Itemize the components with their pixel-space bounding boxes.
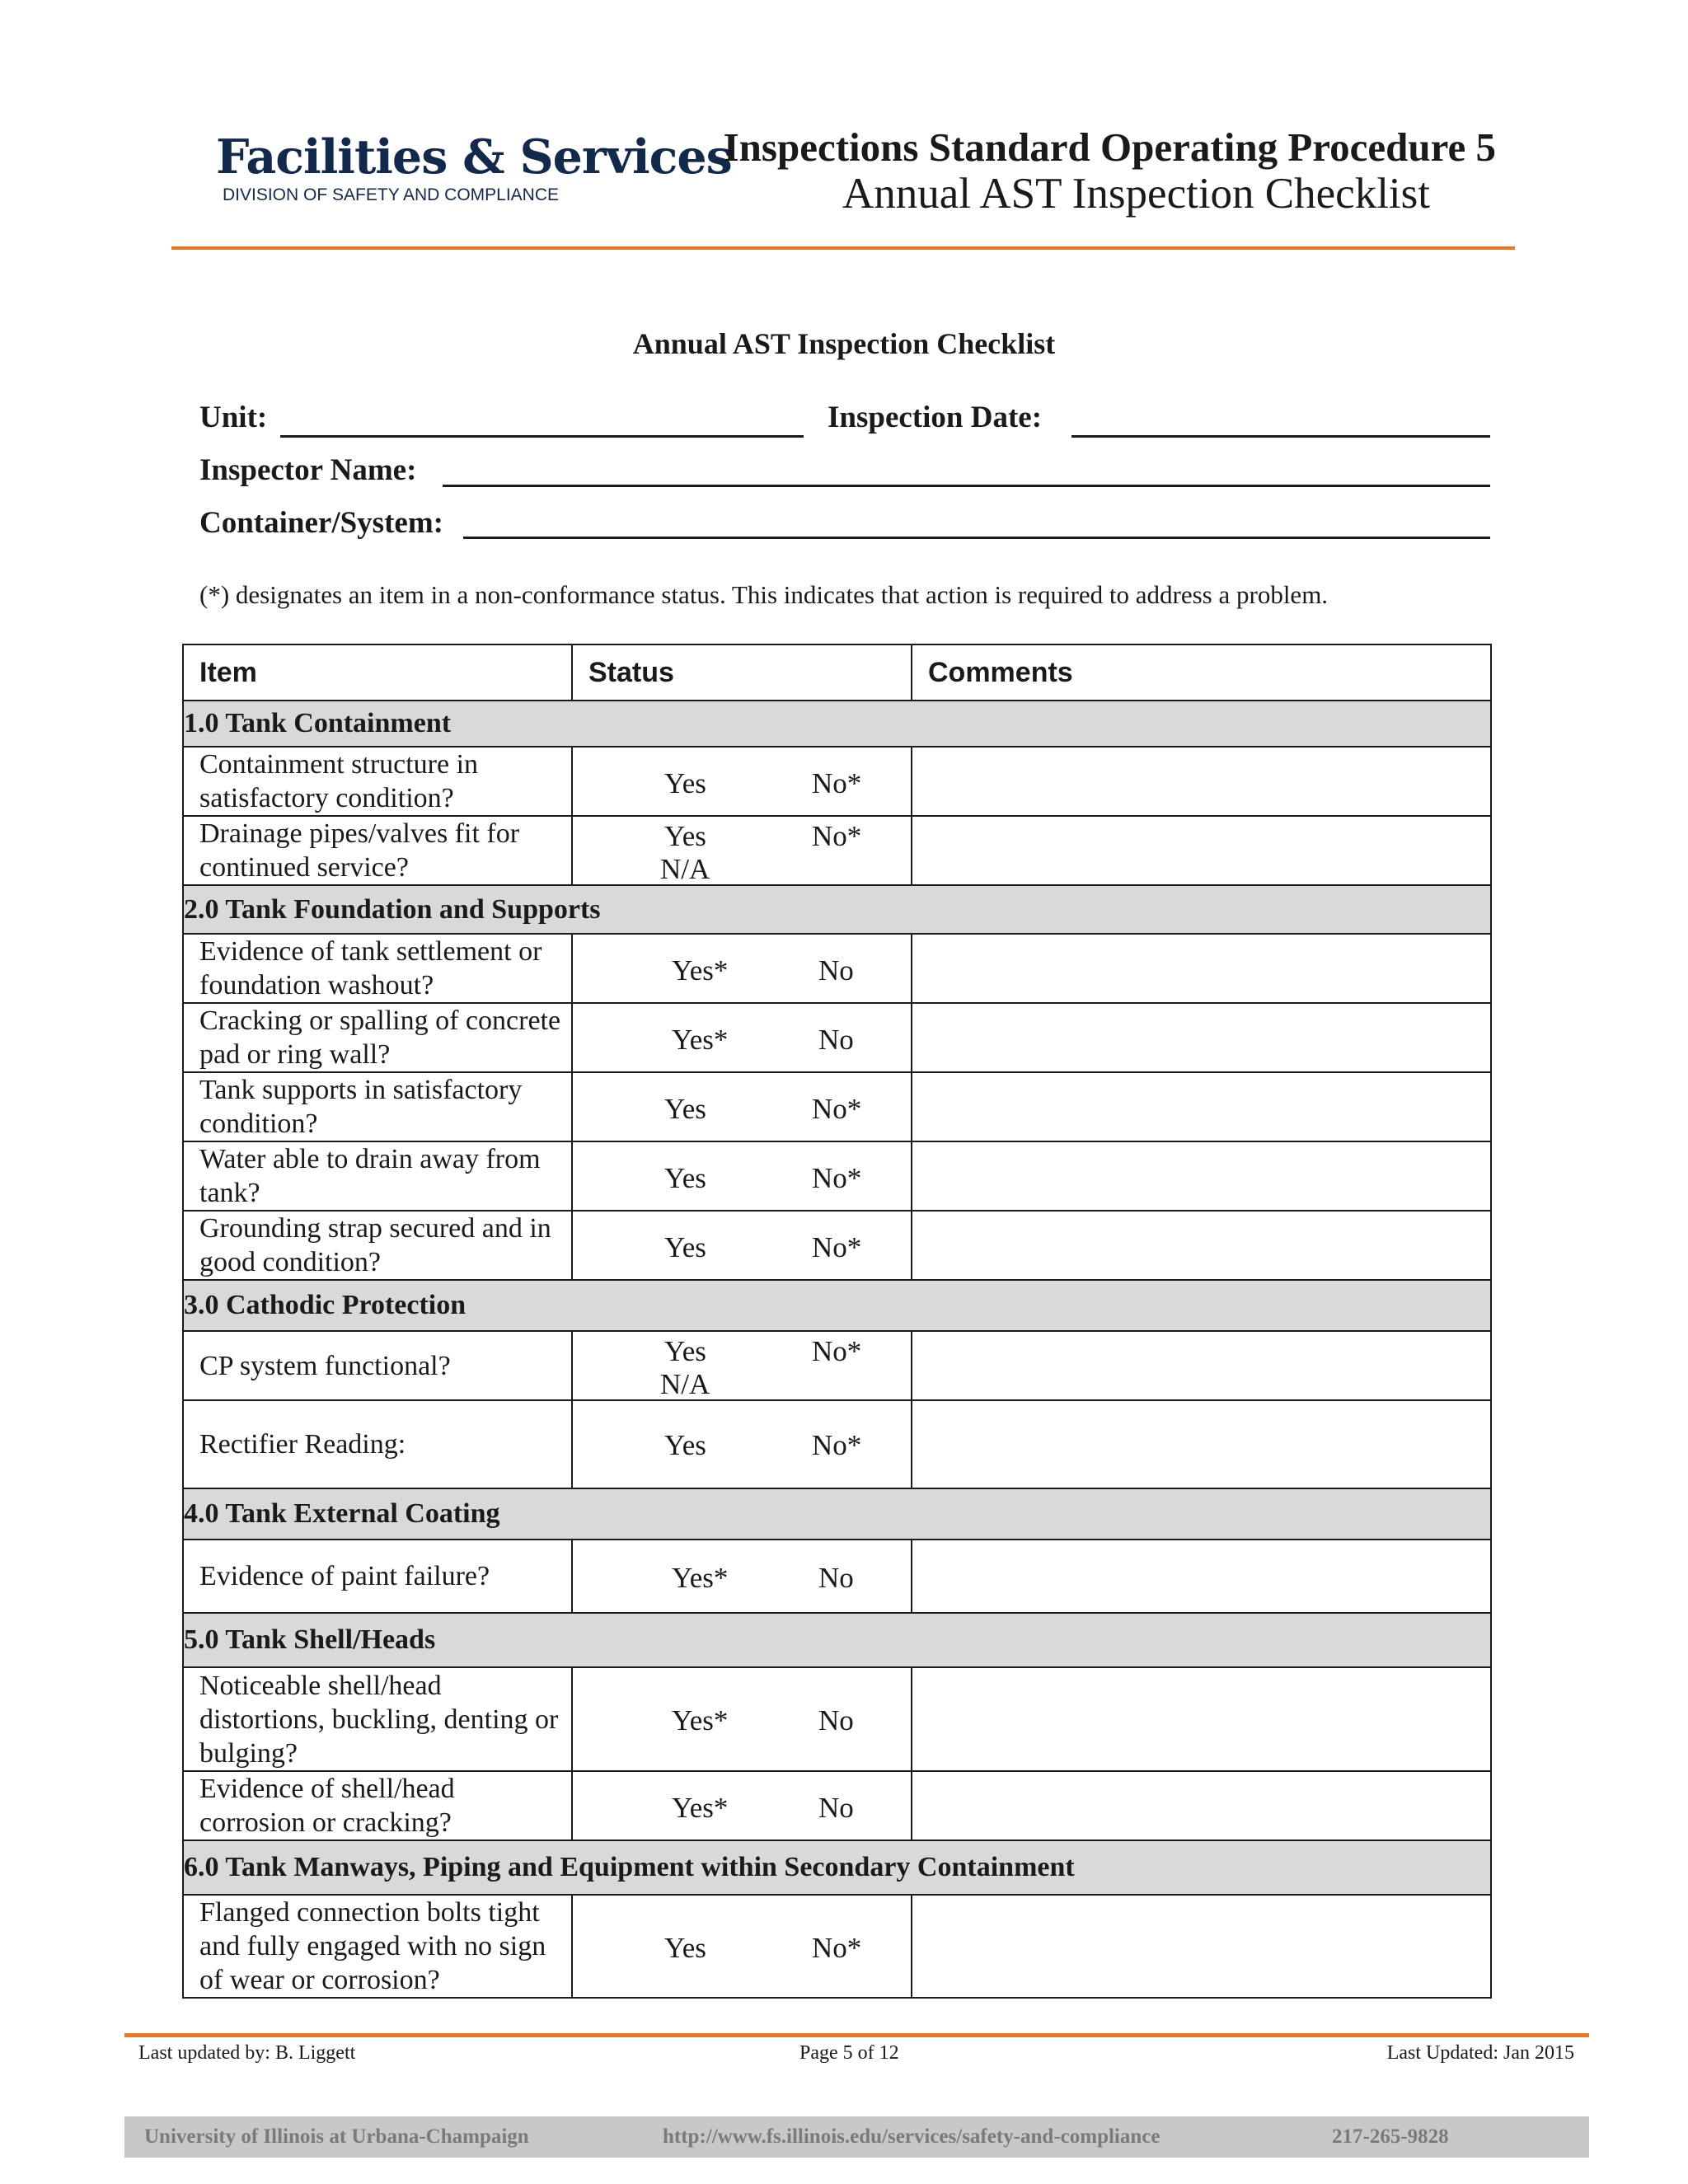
status-na-option[interactable]: N/A xyxy=(660,1368,710,1400)
section-row xyxy=(183,885,1491,934)
item-text: Water able to drain away from tank? xyxy=(183,1141,572,1211)
footer-updated-by: Last updated by: B. Liggett xyxy=(138,2042,356,2064)
table-row xyxy=(183,1003,1491,1072)
table-header-row xyxy=(183,644,1491,701)
status-no-option[interactable]: No* xyxy=(812,1093,862,1125)
section-row xyxy=(183,701,1491,747)
inspection-date-field[interactable] xyxy=(1071,435,1490,438)
status-no-option[interactable]: No* xyxy=(812,820,862,852)
status-cell xyxy=(572,1211,912,1280)
table-row xyxy=(183,1141,1491,1211)
status-yes-option[interactable]: Yes xyxy=(664,1429,706,1461)
item-text: Flanged connection bolts tight and fully engaged with no sign of wear or corrosion? xyxy=(183,1895,572,1998)
table-row xyxy=(183,1211,1491,1280)
header-status: Status xyxy=(572,644,912,701)
status-yes-option[interactable]: Yes* xyxy=(672,1704,729,1736)
inspection-date-label: Inspection Date: xyxy=(828,401,1043,434)
header-item: Item xyxy=(183,644,572,701)
status-cell xyxy=(572,816,912,885)
status-cell xyxy=(572,1540,912,1613)
section-title: 2.0 Tank Foundation and Supports xyxy=(183,885,1491,934)
comments-cell[interactable] xyxy=(912,1895,1491,1998)
footer-last-updated: Last Updated: Jan 2015 xyxy=(1386,2042,1574,2064)
header-title: Inspections Standard Operating Procedure 5 xyxy=(723,124,1496,170)
item-text: Drainage pipes/valves fit for continued service? xyxy=(183,816,572,885)
status-cell xyxy=(572,1003,912,1072)
status-no-option[interactable]: No* xyxy=(812,1231,862,1263)
table-row xyxy=(183,747,1491,816)
header-comments: Comments xyxy=(912,644,1491,701)
status-yes-option[interactable]: Yes* xyxy=(672,1024,729,1056)
status-no-option[interactable]: No xyxy=(818,954,854,987)
logo-division: DIVISION OF SAFETY AND COMPLIANCE xyxy=(223,185,560,204)
section-title: 6.0 Tank Manways, Piping and Equipment within Secondary Containment xyxy=(183,1840,1491,1895)
table-row xyxy=(183,1400,1491,1488)
container-system-label: Container/System: xyxy=(199,506,443,540)
facilities-services-logo xyxy=(216,129,732,205)
checklist-table xyxy=(182,644,1492,1999)
status-cell xyxy=(572,747,912,816)
section-title: 3.0 Cathodic Protection xyxy=(183,1280,1491,1331)
item-text: Evidence of tank settlement or foundation washout? xyxy=(183,934,572,1003)
status-cell xyxy=(572,1771,912,1840)
section-title: 1.0 Tank Containment xyxy=(183,701,1491,747)
status-no-option[interactable]: No xyxy=(818,1024,854,1056)
footer-url[interactable]: http://www.fs.illinois.edu/services/safety-and-compliance xyxy=(663,2125,1160,2148)
item-text: CP system functional? xyxy=(183,1331,572,1400)
table-row xyxy=(183,934,1491,1003)
header-rule xyxy=(171,246,1515,250)
status-no-option[interactable]: No xyxy=(818,1792,854,1824)
section-title: 5.0 Tank Shell/Heads xyxy=(183,1613,1491,1667)
footer-page-number: Page 5 of 12 xyxy=(799,2042,899,2064)
status-yes-option[interactable]: Yes xyxy=(664,1093,706,1125)
status-cell xyxy=(572,1895,912,1998)
unit-field[interactable] xyxy=(280,435,804,438)
status-yes-option[interactable]: Yes xyxy=(664,1162,706,1194)
status-na-option[interactable]: N/A xyxy=(660,853,710,885)
status-cell xyxy=(572,1400,912,1488)
item-text: Noticeable shell/head distortions, buckling, denting or bulging? xyxy=(183,1667,572,1771)
comments-cell[interactable] xyxy=(912,934,1491,1003)
status-yes-option[interactable]: Yes xyxy=(664,767,706,799)
comments-cell[interactable] xyxy=(912,1211,1491,1280)
table-row xyxy=(183,1895,1491,1998)
table-row xyxy=(183,1540,1491,1613)
status-yes-option[interactable]: Yes xyxy=(664,1335,706,1367)
item-text: Tank supports in satisfactory condition? xyxy=(183,1072,572,1141)
status-cell xyxy=(572,1331,912,1400)
status-cell xyxy=(572,1667,912,1771)
status-cell xyxy=(572,934,912,1003)
item-text: Grounding strap secured and in good condition? xyxy=(183,1211,572,1280)
status-yes-option[interactable]: Yes* xyxy=(672,1792,729,1824)
status-no-option[interactable]: No* xyxy=(812,1429,862,1461)
status-yes-option[interactable]: Yes xyxy=(664,820,706,852)
footer-phone: 217-265-9828 xyxy=(1332,2125,1449,2148)
status-no-option[interactable]: No xyxy=(818,1562,854,1594)
header-subtitle: Annual AST Inspection Checklist xyxy=(842,170,1430,218)
logo-wordmark: Facilities & Services xyxy=(216,129,732,185)
item-text: Containment structure in satisfactory condition? xyxy=(183,747,572,816)
comments-cell[interactable] xyxy=(912,1400,1491,1488)
comments-cell[interactable] xyxy=(912,747,1491,816)
document-title: Annual AST Inspection Checklist xyxy=(632,327,1056,360)
status-yes-option[interactable]: Yes xyxy=(664,1231,706,1263)
comments-cell[interactable] xyxy=(912,1667,1491,1771)
item-text: Rectifier Reading: xyxy=(183,1400,572,1488)
table-row xyxy=(183,1667,1491,1771)
section-row xyxy=(183,1613,1491,1667)
status-no-option[interactable]: No* xyxy=(812,767,862,799)
status-no-option[interactable]: No* xyxy=(812,1932,862,1964)
table-row xyxy=(183,1771,1491,1840)
comments-cell[interactable] xyxy=(912,1072,1491,1141)
status-yes-option[interactable]: Yes xyxy=(664,1932,706,1964)
status-no-option[interactable]: No* xyxy=(812,1335,862,1367)
status-no-option[interactable]: No xyxy=(818,1704,854,1736)
section-row xyxy=(183,1280,1491,1331)
item-text: Cracking or spalling of concrete pad or ring wall? xyxy=(183,1003,572,1072)
footer-rule xyxy=(124,2033,1589,2037)
status-cell xyxy=(572,1141,912,1211)
unit-label: Unit: xyxy=(199,401,268,434)
comments-cell[interactable] xyxy=(912,1003,1491,1072)
section-row xyxy=(183,1488,1491,1540)
section-title: 4.0 Tank External Coating xyxy=(183,1488,1491,1540)
inspector-name-label: Inspector Name: xyxy=(199,453,417,487)
status-no-option[interactable]: No* xyxy=(812,1162,862,1194)
comments-cell[interactable] xyxy=(912,816,1491,885)
container-system-field[interactable] xyxy=(463,537,1490,539)
comments-cell[interactable] xyxy=(912,1540,1491,1613)
inspector-name-field[interactable] xyxy=(443,485,1490,487)
nonconformance-note: (*) designates an item in a non-conformance status. This indicates that action is required to address a problem. xyxy=(199,580,1329,609)
comments-cell[interactable] xyxy=(912,1141,1491,1211)
item-text: Evidence of paint failure? xyxy=(183,1540,572,1613)
table-row xyxy=(183,1331,1491,1400)
table-row xyxy=(183,1072,1491,1141)
table-row xyxy=(183,816,1491,885)
item-text: Evidence of shell/head corrosion or cracking? xyxy=(183,1771,572,1840)
footer-university: University of Illinois at Urbana-Champaign xyxy=(144,2125,529,2148)
status-yes-option[interactable]: Yes* xyxy=(672,1562,729,1594)
comments-cell[interactable] xyxy=(912,1331,1491,1400)
status-yes-option[interactable]: Yes* xyxy=(672,954,729,987)
section-row xyxy=(183,1840,1491,1895)
comments-cell[interactable] xyxy=(912,1771,1491,1840)
status-cell xyxy=(572,1072,912,1141)
